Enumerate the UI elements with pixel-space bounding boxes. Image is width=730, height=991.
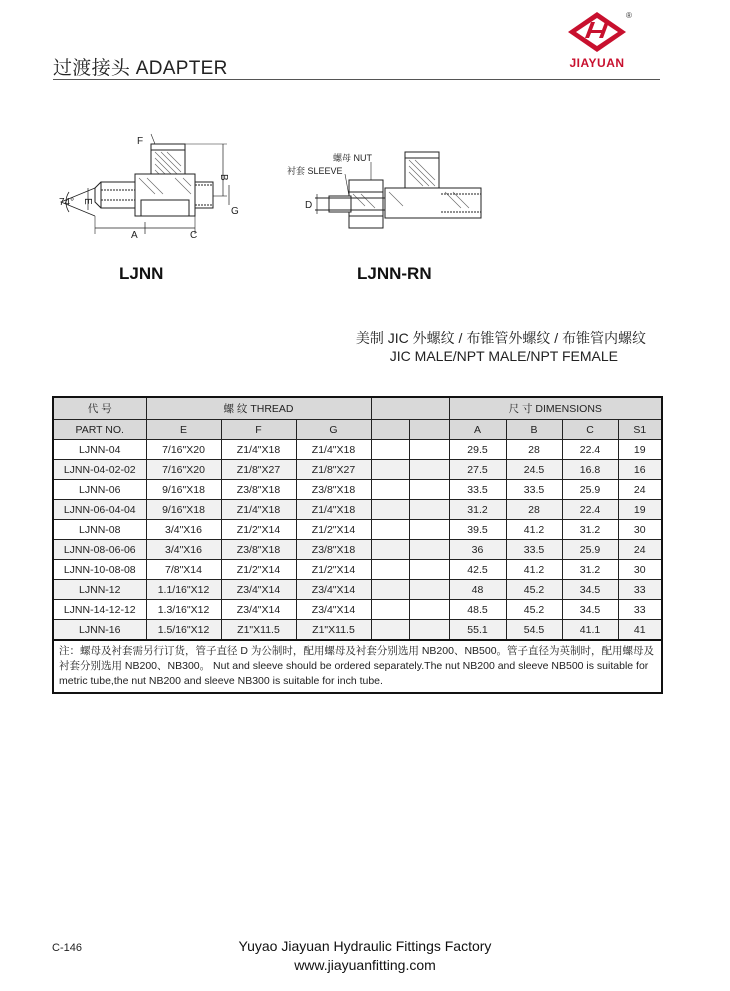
header-dimensions: 尺 寸 DIMENSIONS [449, 397, 662, 420]
thread-g-cell: Z3/8"X18 [296, 480, 371, 500]
thread-f-cell: Z1/2"X14 [221, 520, 296, 540]
thread-e-cell: 9/16"X18 [146, 480, 221, 500]
header-code-cn: 代 号 [53, 397, 146, 420]
blank-cell [371, 520, 409, 540]
thread-g-cell: Z3/4"X14 [296, 600, 371, 620]
registered-mark: ® [626, 11, 632, 20]
thread-type-cn: 美制 JIC 外螺纹 / 布锥管外螺纹 / 布锥管内螺纹 [355, 330, 646, 346]
thread-f-cell: Z1"X11.5 [221, 620, 296, 641]
blank-cell [409, 540, 449, 560]
header-c: C [562, 420, 618, 440]
blank-cell [409, 440, 449, 460]
dim-s1-cell: 24 [618, 480, 662, 500]
thread-f-cell: Z1/4"X18 [221, 440, 296, 460]
header-blank-2 [409, 420, 449, 440]
brand-name: JIAYUAN [569, 56, 625, 70]
dim-b-cell: 45.2 [506, 580, 562, 600]
table-note-row [53, 640, 662, 693]
blank-cell [371, 460, 409, 480]
table-row [53, 540, 662, 560]
dim-s1-cell: 33 [618, 600, 662, 620]
table-row [53, 440, 662, 460]
dim-c-cell: 22.4 [562, 500, 618, 520]
blank-cell [409, 480, 449, 500]
thread-g-cell: Z3/8"X18 [296, 540, 371, 560]
dim-c-cell: 31.2 [562, 520, 618, 540]
page-title: 过渡接头 ADAPTER [53, 58, 228, 79]
dim-label-b: B [218, 174, 229, 181]
dim-s1-cell: 24 [618, 540, 662, 560]
thread-g-cell: Z1/4"X18 [296, 500, 371, 520]
spec-table [52, 396, 663, 694]
website-url: www.jiayuanfitting.com [294, 957, 436, 973]
thread-f-cell: Z3/4"X14 [221, 580, 296, 600]
thread-g-cell: Z1/8"X27 [296, 460, 371, 480]
thread-f-cell: Z1/2"X14 [221, 560, 296, 580]
blank-cell [409, 560, 449, 580]
nut-label: 螺母 NUT [333, 153, 372, 163]
thread-e-cell: 9/16"X18 [146, 500, 221, 520]
dim-a-cell: 33.5 [449, 480, 506, 500]
ljnn-drawing [55, 130, 255, 245]
dim-c-cell: 41.1 [562, 620, 618, 641]
header-empty [371, 397, 449, 420]
dim-s1-cell: 33 [618, 580, 662, 600]
part-no-cell: LJNN-08 [53, 520, 146, 540]
dim-s1-cell: 30 [618, 520, 662, 540]
table-row [53, 520, 662, 540]
header-f: F [221, 420, 296, 440]
blank-cell [409, 500, 449, 520]
sleeve-label: 衬套 SLEEVE [287, 166, 343, 176]
page-number: C-146 [52, 942, 82, 954]
blank-cell [371, 540, 409, 560]
blank-cell [371, 560, 409, 580]
dim-a-cell: 55.1 [449, 620, 506, 641]
dim-b-cell: 45.2 [506, 600, 562, 620]
table-header-row-2 [53, 420, 662, 440]
thread-f-cell: Z3/8"X18 [221, 480, 296, 500]
header-e: E [146, 420, 221, 440]
part-no-cell: LJNN-04 [53, 440, 146, 460]
table-row [53, 580, 662, 600]
dim-s1-cell: 19 [618, 440, 662, 460]
dim-a-cell: 39.5 [449, 520, 506, 540]
dim-c-cell: 25.9 [562, 540, 618, 560]
part-no-cell: LJNN-08-06-06 [53, 540, 146, 560]
dim-label-a: A [131, 230, 138, 241]
part-no-cell: LJNN-10-08-08 [53, 560, 146, 580]
thread-e-cell: 7/8"X14 [146, 560, 221, 580]
part-no-cell: LJNN-06 [53, 480, 146, 500]
blank-cell [409, 620, 449, 641]
table-row [53, 460, 662, 480]
dim-b-cell: 24.5 [506, 460, 562, 480]
table-row [53, 620, 662, 641]
dim-label-c: C [190, 230, 198, 241]
dim-label-e: E [82, 198, 93, 205]
dim-s1-cell: 19 [618, 500, 662, 520]
table-header-row-1 [53, 397, 662, 420]
thread-type-en: JIC MALE/NPT MALE/NPT FEMALE [389, 348, 618, 364]
ljnn-rn-drawing [285, 148, 495, 243]
dim-label-f: F [137, 136, 144, 147]
part-no-cell: LJNN-16 [53, 620, 146, 641]
factory-name: Yuyao Jiayuan Hydraulic Fittings Factory [238, 938, 492, 954]
thread-e-cell: 7/16"X20 [146, 440, 221, 460]
dim-c-cell: 31.2 [562, 560, 618, 580]
thread-g-cell: Z1/2"X14 [296, 520, 371, 540]
dim-c-cell: 16.8 [562, 460, 618, 480]
blank-cell [371, 620, 409, 641]
header-blank-1 [371, 420, 409, 440]
dim-b-cell: 54.5 [506, 620, 562, 641]
thread-g-cell: Z3/4"X14 [296, 580, 371, 600]
dim-b-cell: 33.5 [506, 480, 562, 500]
table-row [53, 500, 662, 520]
thread-e-cell: 3/4"X16 [146, 540, 221, 560]
thread-g-cell: Z1"X11.5 [296, 620, 371, 641]
dim-label-angle: 74° [59, 197, 75, 208]
blank-cell [409, 580, 449, 600]
model-ljnn-rn: LJNN-RN [357, 264, 432, 283]
thread-f-cell: Z3/4"X14 [221, 600, 296, 620]
dim-s1-cell: 41 [618, 620, 662, 641]
table-note: 注：螺母及衬套需另行订货，管子直径 D 为公制时，配用螺母及衬套分别选用 NB200、NB500。管子直径为英制时，配用螺母及衬套分别选用 NB200、NB300。 Nut and sleeve should be ordered separately.The nut NB200 and sleeve NB500 is suitable for metric tube,the nut NB200 and sleeve NB300 is suitable for inch tube. [53, 640, 662, 693]
blank-cell [409, 460, 449, 480]
dim-b-cell: 28 [506, 500, 562, 520]
dim-b-cell: 41.2 [506, 520, 562, 540]
dim-a-cell: 48.5 [449, 600, 506, 620]
model-ljnn: LJNN [119, 264, 164, 283]
part-no-cell: LJNN-04-02-02 [53, 460, 146, 480]
dim-c-cell: 34.5 [562, 600, 618, 620]
header-b: B [506, 420, 562, 440]
dim-a-cell: 48 [449, 580, 506, 600]
table-row [53, 600, 662, 620]
dim-b-cell: 28 [506, 440, 562, 460]
header-g: G [296, 420, 371, 440]
thread-e-cell: 1.1/16"X12 [146, 580, 221, 600]
part-no-cell: LJNN-14-12-12 [53, 600, 146, 620]
dim-a-cell: 42.5 [449, 560, 506, 580]
header-divider [53, 79, 660, 80]
dim-a-cell: 31.2 [449, 500, 506, 520]
thread-g-cell: Z1/4"X18 [296, 440, 371, 460]
thread-f-cell: Z1/4"X18 [221, 500, 296, 520]
table-row [53, 560, 662, 580]
dim-label-g: G [231, 206, 239, 217]
thread-f-cell: Z3/8"X18 [221, 540, 296, 560]
header-thread: 螺 纹 THREAD [146, 397, 371, 420]
blank-cell [371, 500, 409, 520]
header-a: A [449, 420, 506, 440]
part-no-cell: LJNN-12 [53, 580, 146, 600]
thread-e-cell: 1.5/16"X12 [146, 620, 221, 641]
blank-cell [409, 520, 449, 540]
dim-a-cell: 27.5 [449, 460, 506, 480]
dim-s1-cell: 16 [618, 460, 662, 480]
dim-s1-cell: 30 [618, 560, 662, 580]
thread-e-cell: 1.3/16"X12 [146, 600, 221, 620]
thread-g-cell: Z1/2"X14 [296, 560, 371, 580]
thread-e-cell: 7/16"X20 [146, 460, 221, 480]
blank-cell [409, 600, 449, 620]
blank-cell [371, 440, 409, 460]
dim-c-cell: 34.5 [562, 580, 618, 600]
dim-b-cell: 33.5 [506, 540, 562, 560]
thread-e-cell: 3/4"X16 [146, 520, 221, 540]
header-s1: S1 [618, 420, 662, 440]
dim-c-cell: 25.9 [562, 480, 618, 500]
dim-a-cell: 36 [449, 540, 506, 560]
blank-cell [371, 600, 409, 620]
blank-cell [371, 480, 409, 500]
header-part-no: PART NO. [53, 420, 146, 440]
dim-c-cell: 22.4 [562, 440, 618, 460]
table-row [53, 480, 662, 500]
dim-label-d: D [305, 200, 313, 211]
table-body [53, 440, 662, 641]
blank-cell [371, 580, 409, 600]
thread-f-cell: Z1/8"X27 [221, 460, 296, 480]
part-no-cell: LJNN-06-04-04 [53, 500, 146, 520]
dim-a-cell: 29.5 [449, 440, 506, 460]
dim-b-cell: 41.2 [506, 560, 562, 580]
